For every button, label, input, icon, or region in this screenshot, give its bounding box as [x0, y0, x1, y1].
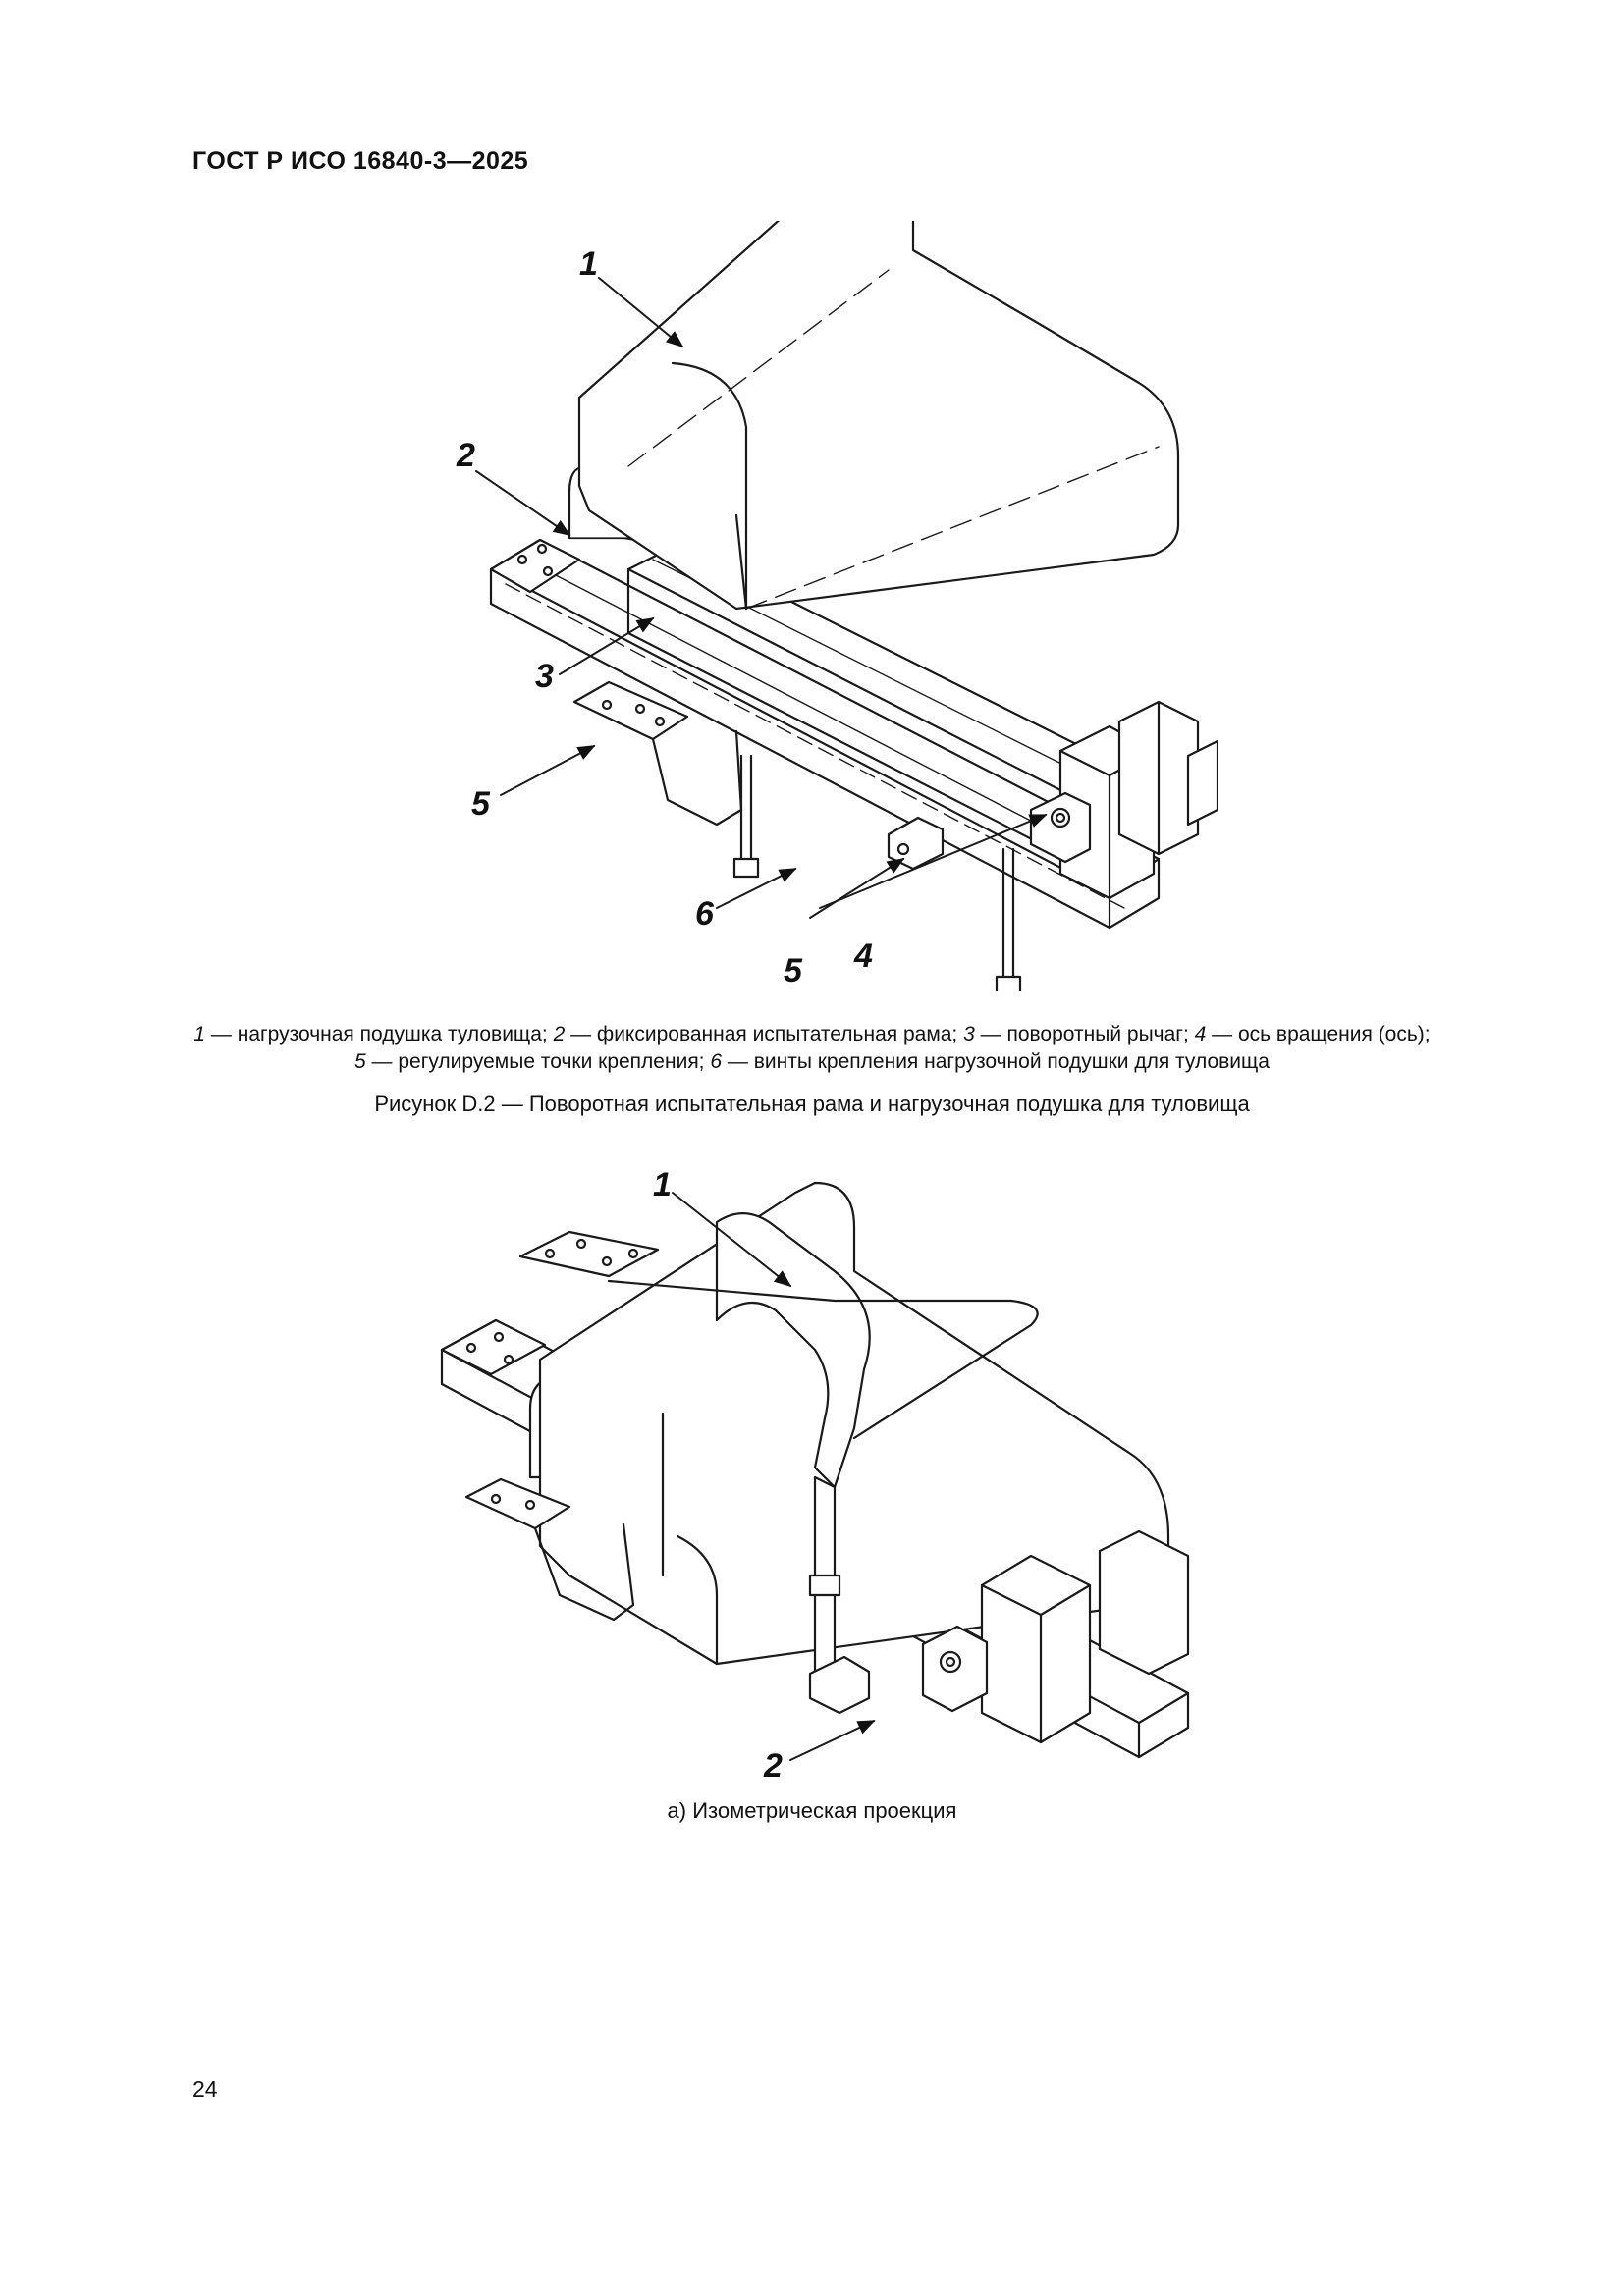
callout-5a: 5 [471, 785, 490, 823]
callout-2: 2 [764, 1747, 783, 1785]
document-header: ГОСТ Р ИСО 16840-3—2025 [192, 147, 529, 175]
callout-2: 2 [457, 437, 475, 474]
callout-3: 3 [535, 658, 554, 695]
figure-2-subcaption: a) Изометрическая проекция [667, 1798, 957, 1823]
callout-4: 4 [854, 937, 873, 975]
callout-6: 6 [695, 895, 714, 933]
page-number: 24 [192, 2076, 218, 2102]
figure-2-drawing [422, 1163, 1247, 1791]
callout-1: 1 [653, 1166, 672, 1203]
figure-1-caption: Рисунок D.2 — Поворотная испытательная рама и нагрузочная подушка для туловища [374, 1092, 1250, 1116]
figure-1-drawing [432, 221, 1218, 991]
pad-fixing-screws [734, 756, 1020, 991]
pivot-block [1031, 702, 1218, 898]
torso-loading-pad [569, 221, 1178, 609]
callout-5b: 5 [784, 952, 802, 989]
figure-1-legend: 1 — нагрузочная подушка туловища; 2 — фиксированная испытательная рама; 3 — поворотный рычаг; 4 — ось вращения (ось); 5 — регулируемые точки крепления; 6 — винты крепления нагрузочной подушки для туловища [193, 1023, 1431, 1073]
callout-1: 1 [579, 245, 598, 283]
